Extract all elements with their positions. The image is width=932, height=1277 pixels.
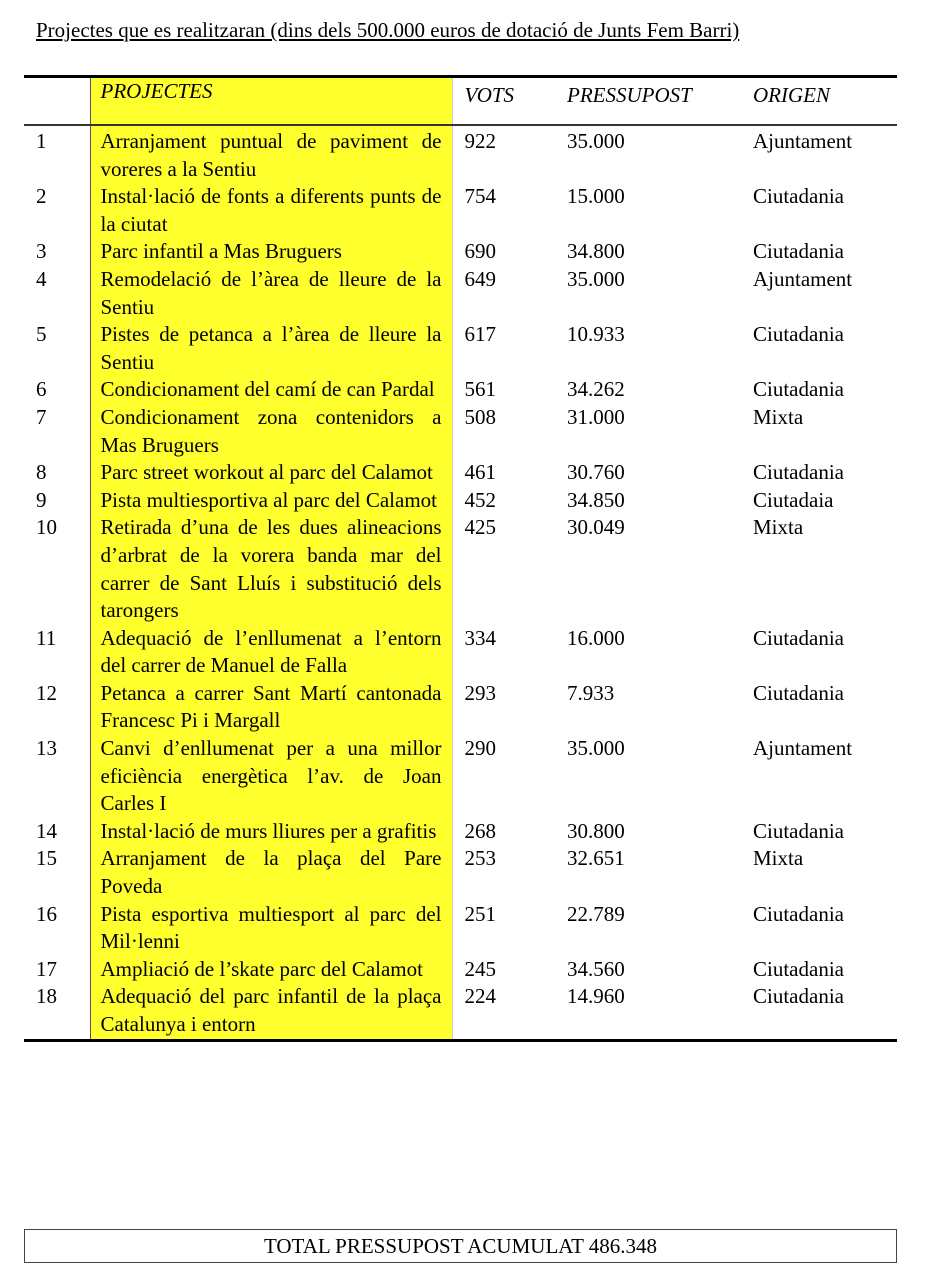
budget: 30.049 xyxy=(567,515,625,540)
row-number: 17 xyxy=(24,956,90,984)
budget: 32.651 xyxy=(567,846,625,871)
budget: 16.000 xyxy=(567,625,625,650)
project-name: Parc infantil a Mas Bruguers xyxy=(90,238,452,266)
table-row xyxy=(24,376,897,404)
votes: 461 xyxy=(464,460,496,485)
budget: 31.000 xyxy=(567,404,625,429)
header-projects: PROJECTES xyxy=(90,77,452,126)
origin: Ciutadania xyxy=(753,377,844,402)
header-budget: PRESSUPOST xyxy=(567,83,692,107)
project-name: Pista esportiva multiesport al parc del Mil·lenni xyxy=(90,901,452,956)
project-name: Retirada d’una de les dues alineacions d’arbrat de la vorera banda mar del carrer de Sant Lluís i substitució dels tarongers xyxy=(90,514,452,624)
origin: Ciutadania xyxy=(753,322,844,347)
row-number: 1 xyxy=(24,125,90,183)
budget: 35.000 xyxy=(567,266,625,291)
project-name: Instal·lació de fonts a diferents punts de la ciutat xyxy=(90,183,452,238)
table-row xyxy=(24,514,897,624)
table-row xyxy=(24,983,897,1040)
origin: Ciutadania xyxy=(753,680,844,705)
votes: 561 xyxy=(464,377,496,402)
row-number: 9 xyxy=(24,487,90,515)
projects-table xyxy=(24,75,897,1042)
origin: Ciutadaia xyxy=(753,487,834,512)
table-row xyxy=(24,321,897,376)
table-row xyxy=(24,735,897,818)
budget: 10.933 xyxy=(567,322,625,347)
votes: 508 xyxy=(464,404,496,429)
origin: Ciutadania xyxy=(753,460,844,485)
votes: 690 xyxy=(464,239,496,264)
project-name: Pistes de petanca a l’àrea de lleure la Sentiu xyxy=(90,321,452,376)
row-number: 15 xyxy=(24,845,90,900)
project-name: Pista multiesportiva al parc del Calamot xyxy=(90,487,452,515)
table-row xyxy=(24,680,897,735)
row-number: 8 xyxy=(24,459,90,487)
votes: 649 xyxy=(464,266,496,291)
origin: Ciutadania xyxy=(753,184,844,209)
table-row xyxy=(24,818,897,846)
origin: Mixta xyxy=(753,404,804,429)
row-number: 6 xyxy=(24,376,90,404)
project-name: Ampliació de l’skate parc del Calamot xyxy=(90,956,452,984)
table-header-row xyxy=(24,77,897,126)
votes: 425 xyxy=(464,515,496,540)
origin: Mixta xyxy=(753,846,804,871)
table-row xyxy=(24,238,897,266)
project-name: Remodelació de l’àrea de lleure de la Sentiu xyxy=(90,266,452,321)
row-number: 14 xyxy=(24,818,90,846)
table-row xyxy=(24,487,897,515)
origin: Ajuntament xyxy=(753,129,853,153)
votes: 617 xyxy=(464,322,496,347)
header-votes: VOTS xyxy=(464,83,515,107)
document-title: Projectes que es realitzaran (dins dels 500.000 euros de dotació de Junts Fem Barri) xyxy=(36,18,740,42)
table-row xyxy=(24,459,897,487)
table-row xyxy=(24,266,897,321)
row-number: 3 xyxy=(24,238,90,266)
origin: Ciutadania xyxy=(753,239,844,264)
votes: 452 xyxy=(464,487,496,512)
row-number: 12 xyxy=(24,680,90,735)
budget: 34.850 xyxy=(567,487,625,512)
total-budget-box: TOTAL PRESSUPOST ACUMULAT 486.348 xyxy=(24,1229,897,1263)
row-number: 18 xyxy=(24,983,90,1040)
row-number: 11 xyxy=(24,625,90,680)
header-origin: ORIGEN xyxy=(753,83,830,107)
table-row xyxy=(24,845,897,900)
project-name: Condicionament zona contenidors a Mas Bruguers xyxy=(90,404,452,459)
project-name: Arranjament de la plaça del Pare Poveda xyxy=(90,845,452,900)
budget: 35.000 xyxy=(567,129,625,153)
budget: 22.789 xyxy=(567,901,625,926)
origin: Ciutadania xyxy=(753,625,844,650)
row-number: 10 xyxy=(24,514,90,624)
project-name: Canvi d’enllumenat per a una millor eficiència energètica l’av. de Joan Carles I xyxy=(90,735,452,818)
votes: 293 xyxy=(464,680,496,705)
table-row xyxy=(24,183,897,238)
budget: 30.760 xyxy=(567,460,625,485)
origin: Ajuntament xyxy=(753,266,853,291)
row-number: 5 xyxy=(24,321,90,376)
votes: 922 xyxy=(464,129,496,153)
origin: Ajuntament xyxy=(753,736,853,761)
origin: Mixta xyxy=(753,515,804,540)
budget: 34.800 xyxy=(567,239,625,264)
project-name: Parc street workout al parc del Calamot xyxy=(90,459,452,487)
project-name: Petanca a carrer Sant Martí cantonada Francesc Pi i Margall xyxy=(90,680,452,735)
votes: 268 xyxy=(464,818,496,843)
origin: Ciutadania xyxy=(753,984,844,1009)
origin: Ciutadania xyxy=(753,956,844,981)
origin: Ciutadania xyxy=(753,818,844,843)
row-number: 16 xyxy=(24,901,90,956)
project-name: Instal·lació de murs lliures per a grafitis xyxy=(90,818,452,846)
row-number: 4 xyxy=(24,266,90,321)
budget: 34.560 xyxy=(567,956,625,981)
project-name: Arranjament puntual de paviment de voreres a la Sentiu xyxy=(90,125,452,183)
votes: 334 xyxy=(464,625,496,650)
votes: 251 xyxy=(464,901,496,926)
project-name: Condicionament del camí de can Pardal xyxy=(90,376,452,404)
budget: 14.960 xyxy=(567,984,625,1009)
budget: 7.933 xyxy=(567,680,615,705)
table-row xyxy=(24,404,897,459)
table-row xyxy=(24,625,897,680)
votes: 754 xyxy=(464,184,496,209)
table-row xyxy=(24,956,897,984)
budget: 34.262 xyxy=(567,377,625,402)
row-number: 7 xyxy=(24,404,90,459)
budget: 35.000 xyxy=(567,736,625,761)
row-number: 13 xyxy=(24,735,90,818)
table-row xyxy=(24,901,897,956)
origin: Ciutadania xyxy=(753,901,844,926)
votes: 245 xyxy=(464,956,496,981)
project-name: Adequació del parc infantil de la plaça Catalunya i entorn xyxy=(90,983,452,1040)
project-name: Adequació de l’enllumenat a l’entorn del carrer de Manuel de Falla xyxy=(90,625,452,680)
votes: 224 xyxy=(464,984,496,1009)
row-number: 2 xyxy=(24,183,90,238)
votes: 253 xyxy=(464,846,496,871)
table-row xyxy=(24,125,897,183)
budget: 30.800 xyxy=(567,818,625,843)
header-num xyxy=(24,77,90,126)
votes: 290 xyxy=(464,736,496,761)
budget: 15.000 xyxy=(567,184,625,209)
